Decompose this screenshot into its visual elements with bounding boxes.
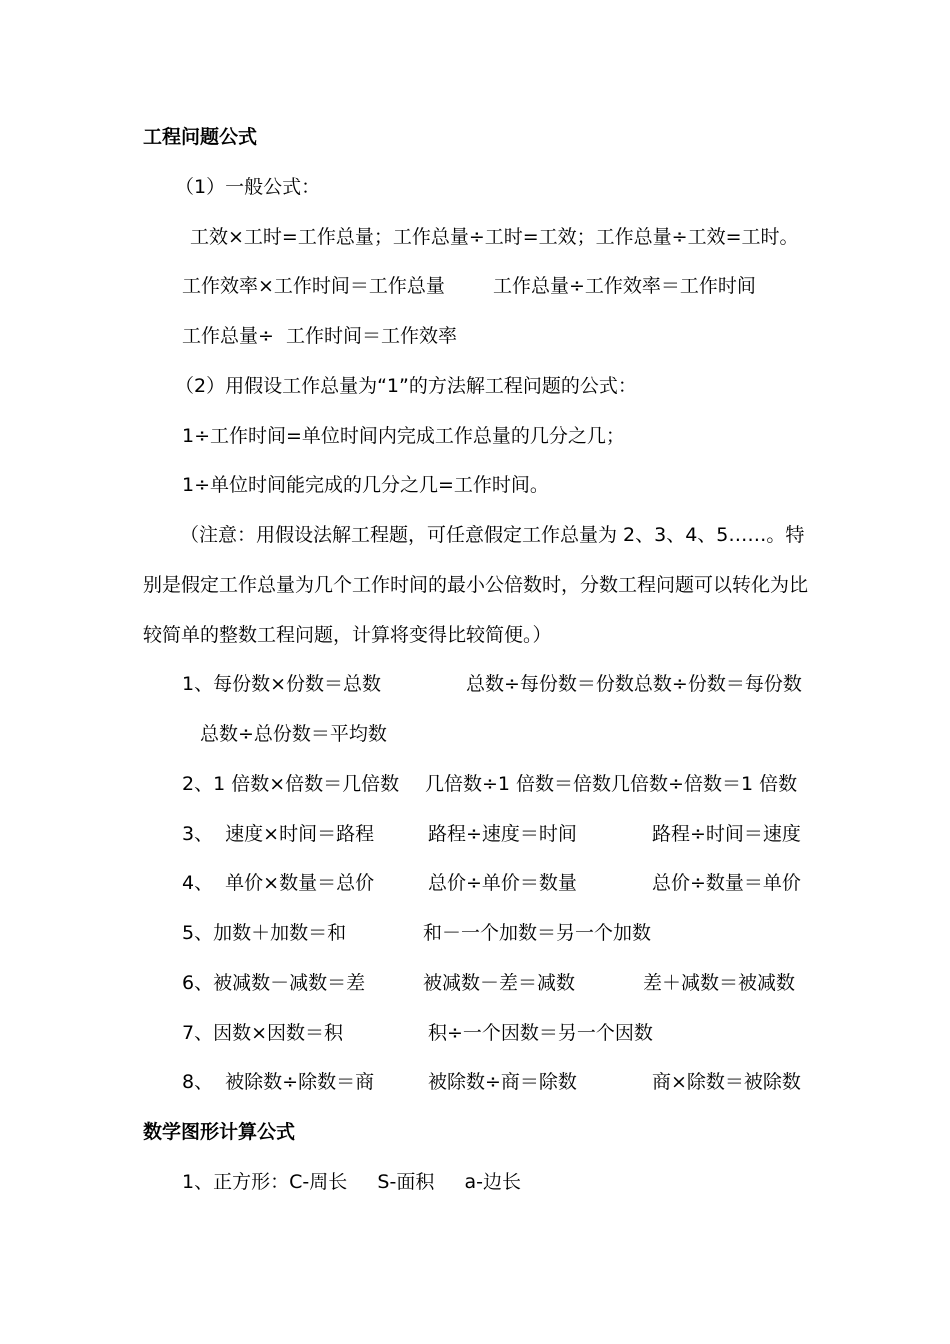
section-title-geometry: 数学图形计算公式 xyxy=(143,1121,296,1143)
formula-item-3-a: 3、 速度×时间＝路程 xyxy=(182,823,375,845)
formula-item-2-b: 几倍数÷1 倍数＝倍数几倍数÷倍数＝1 倍数 xyxy=(425,773,798,795)
formula-item-8-c: 商×除数＝被除数 xyxy=(652,1071,801,1093)
formula-item-3-b: 路程÷速度＝时间 xyxy=(428,823,577,845)
formula-item-3-c: 路程÷时间＝速度 xyxy=(652,823,801,845)
formula-item-5-a: 5、加数＋加数＝和 xyxy=(182,922,347,944)
formula-item-4-b: 总价÷单价＝数量 xyxy=(428,872,577,894)
formula-item-6-c: 差＋减数＝被减数 xyxy=(643,972,796,994)
formula-item-8-b: 被除数÷商＝除数 xyxy=(428,1071,577,1093)
square-formula-line: 1、正方形：C-周长 S-面积 a-边长 xyxy=(182,1171,522,1193)
general-formula-heading: （1）一般公式： xyxy=(175,176,321,198)
assume-line-1: 1÷工作时间=单位时间内完成工作总量的几分之几； xyxy=(182,425,625,447)
formula-line-2a: 工作效率×工作时间＝工作总量 xyxy=(182,275,445,297)
formula-item-5-b: 和－一个加数＝另一个加数 xyxy=(423,922,652,944)
formula-item-average: 总数÷总份数＝平均数 xyxy=(200,723,387,745)
assume-line-2: 1÷单位时间能完成的几分之几=工作时间。 xyxy=(182,474,549,496)
formula-item-8-a: 8、 被除数÷除数＝商 xyxy=(182,1071,375,1093)
formula-item-4-c: 总价÷数量＝单价 xyxy=(652,872,801,894)
formula-item-7-a: 7、因数×因数＝积 xyxy=(182,1022,344,1044)
formula-item-1-a: 1、每份数×份数＝总数 xyxy=(182,673,382,695)
formula-line-1: 工效×工时=工作总量；工作总量÷工时=工效；工作总量÷工效=工时。 xyxy=(190,226,799,248)
section-title-engineering: 工程问题公式 xyxy=(143,126,258,148)
formula-line-3: 工作总量÷ 工作时间＝工作效率 xyxy=(182,325,457,347)
assume-method-heading: （2）用假设工作总量为“1”的方法解工程问题的公式： xyxy=(175,375,637,397)
formula-item-7-b: 积÷一个因数＝另一个因数 xyxy=(428,1022,653,1044)
note-line-1: （注意：用假设法解工程题，可任意假定工作总量为 2、3、4、5……。特 xyxy=(180,524,805,546)
formula-item-6-a: 6、被减数－减数＝差 xyxy=(182,972,366,994)
formula-line-2b: 工作总量÷工作效率＝工作时间 xyxy=(493,275,756,297)
formula-item-6-b: 被减数－差＝减数 xyxy=(423,972,576,994)
note-line-2: 别是假定工作总量为几个工作时间的最小公倍数时，分数工程问题可以转化为比 xyxy=(143,574,809,596)
formula-item-2-a: 2、1 倍数×倍数＝几倍数 xyxy=(182,773,400,795)
note-line-3: 较简单的整数工程问题，计算将变得比较简便。） xyxy=(143,624,552,646)
formula-item-4-a: 4、 单价×数量＝总价 xyxy=(182,872,375,894)
formula-item-1-b: 总数÷每份数＝份数总数÷份数＝每份数 xyxy=(466,673,802,695)
